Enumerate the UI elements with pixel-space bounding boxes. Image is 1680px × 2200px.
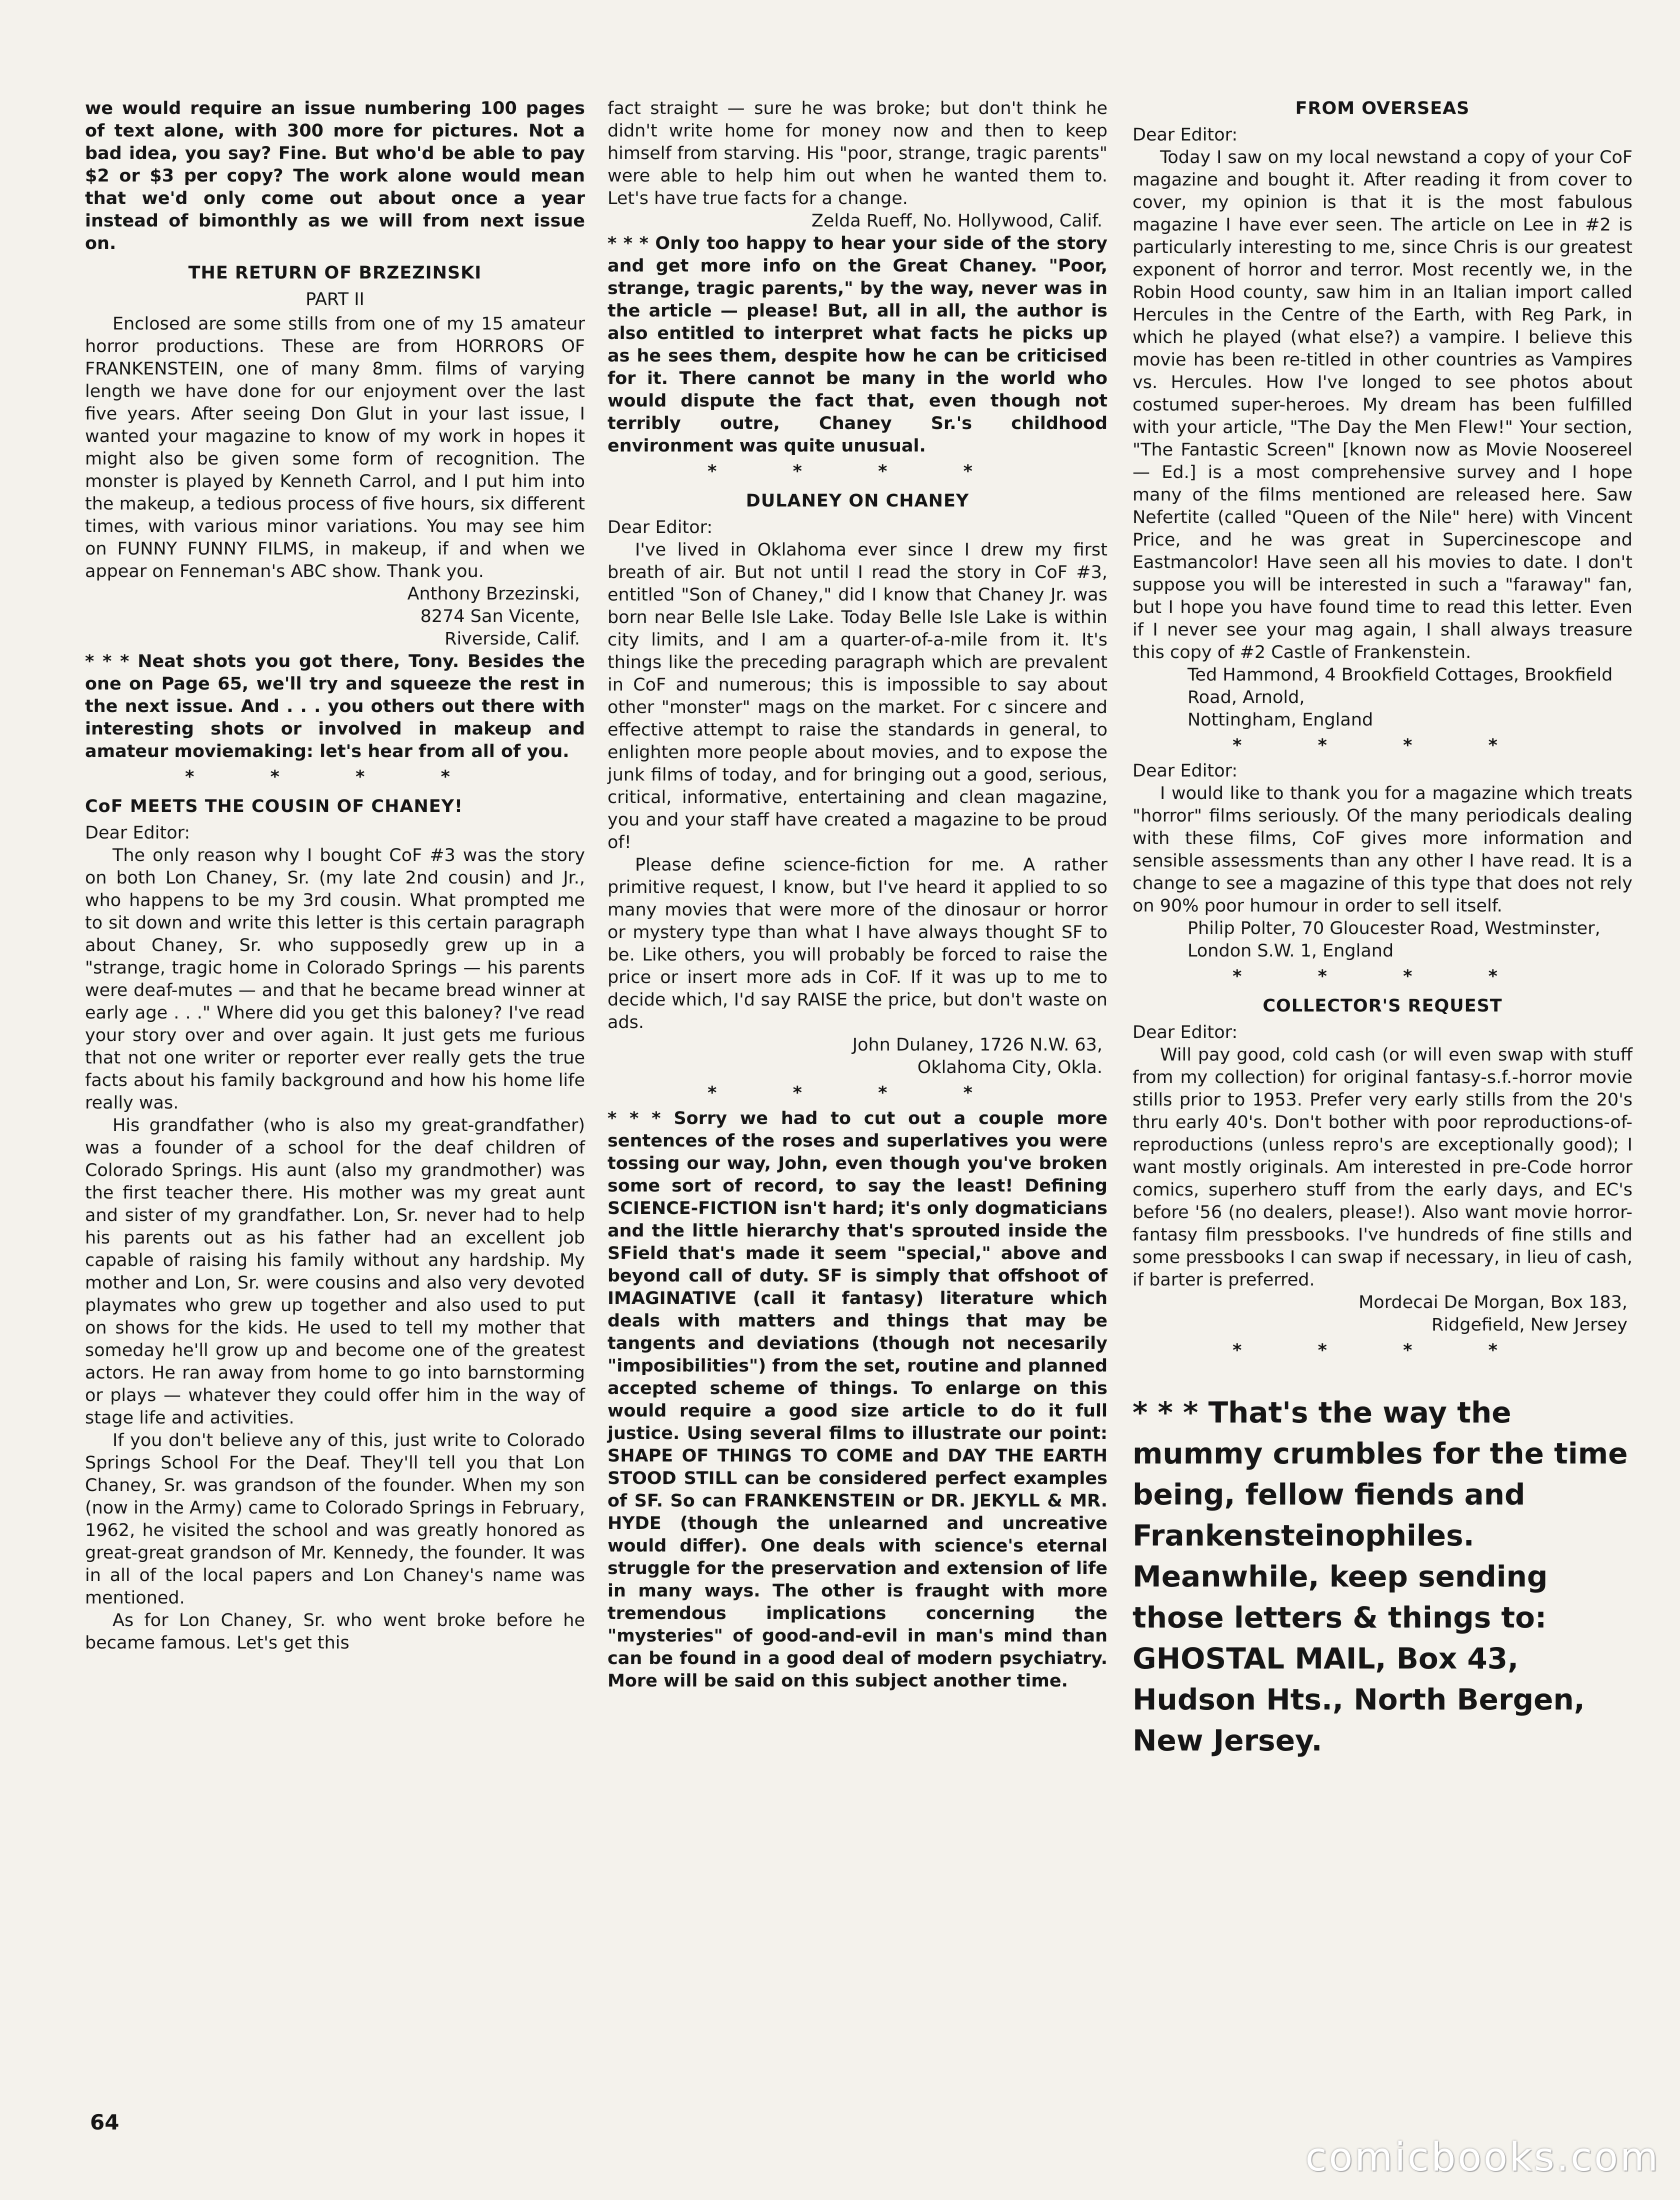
- letter-dulaney: I've lived in Oklahoma ever since I drew my first breath of air. But not until I read the story in CoF #3, entitled "Son of Chaney," did I know that Chaney Jr. was born near Belle Isle Lake. Today Belle Isle Lake is within city limits, and I am a quarter-of-a-mile from it. It's things like the preceding paragraph which are prevalent in CoF and numerous; this is impossible to say about other "monster" mags on the market. For c sincere and effective attempt to raise the standards in general, to enlighten more people about movies, and to expose the junk films of today, and for bringing out a good, serious, critical, informative, entertaining and clean magazine, you and your staff have created a magazine to be proud of! Please define science-fiction for me. A rather primitive request, I know, but I've heard it applied to so many movies that were more of the dinosaur or horror or mystery type than what I have always thought SF to be. Like others, you will probably be forced to raise the price or insert more ads in CoF. If it was up to me to decide which, I'd say RAISE the price, but don't waste on ads.: [608, 540, 1108, 1032]
- signature-brzezinski: Anthony Brzezinski, 8274 San Vicente, Riverside, Calif.: [407, 584, 580, 649]
- letter-de-morgan: Will pay good, cold cash (or will even swap with stuff from my collection) for original fantasy-s.f.-horror movie stills prior to 1953. Prefer very early stills from the 20's thru early 40's. Don't bother with poor reproductions-of-reproductions (unless repro's are exceptionally good); I want mostly originals. Am interested in pre-Code horror comics, superhero stuff from the early days, and EC's before '56 (no dealers, please!). Also want movie horror-fantasy film pressbooks. I've hundreds of fine stills and some pressbooks I can swap if necessary, in lieu of cash, if barter is preferred.: [1132, 1045, 1632, 1290]
- heading-dulaney-on-chaney: DULANEY ON CHANEY: [746, 491, 970, 511]
- salutation: Dear Editor:: [1132, 1022, 1238, 1042]
- separator-stars: * * * *: [1232, 736, 1532, 756]
- signature-polter: Philip Polter, 70 Gloucester Road, Westminster, London S.W. 1, England: [1188, 918, 1600, 961]
- separator-stars: * * * *: [708, 462, 1008, 482]
- separator-stars: * * * *: [1232, 1340, 1532, 1360]
- watermark-logo: comicbooks.com: [1305, 2135, 1660, 2180]
- editor-reply-dulaney: * * * Sorry we had to cut out a couple more sentences of the roses and superlatives you were tossing our way, John, even though you've broken some sort of record, to say the least! Defining SCIENCE-FICTION isn't hard; it's only dogmaticians and the little hierarchy that's sprouted inside the SField that's made it seem "special," above and beyond call of duty. SF is simply that offshoot of IMAGINATIVE (call it fantasy) literature which deals with matters and things that may be tangents and deviations (though not necesarily "imposibilities") from the set, routine and planned accepted scheme of things. To enlarge on this would require a good size article to do it full justice. Using several films to illustrate our point: SHAPE OF THINGS TO COME and DAY THE EARTH STOOD STILL can be considered perfect examples of SF. So can FRANKENSTEIN or DR. JEKYLL & MR. HYDE (though the unlearned and uncreative would differ). One deals with science's eternal struggle for the preservation and extension of life in many ways. The other is fraught with more tremendous implications concerning the "mysteries" of good-and-evil in man's mind than can be found in a good deal of modern psychiatry. More will be said on this subject another time.: [608, 1108, 1108, 1691]
- letter-polter: I would like to thank you for a magazine which treats "horror" films seriously. Of the many periodicals dealing with these films, CoF gives more information and sensible assessments than any other I have read. It is a change to see a magazine of this type that does not rely on 90% poor humour in order to sell itself.: [1132, 784, 1632, 916]
- salutation: Dear Editor:: [85, 823, 190, 843]
- separator-stars: * * * *: [185, 767, 485, 787]
- separator-stars: * * * *: [1232, 966, 1532, 986]
- signature-dulaney: John Dulaney, 1726 N.W. 63, Oklahoma City, Okla.: [852, 1035, 1102, 1078]
- letter-rueff-continued: fact straight — sure he was broke; but don't think he didn't write home for money now and then to keep himself from starving. His "poor, strange, tragic parents" were able to help him out when he wanted them to. Let's have true facts for a change.: [608, 98, 1108, 208]
- heading-collectors-request: COLLECTOR'S REQUEST: [1262, 996, 1502, 1016]
- signature-de-morgan: Mordecai De Morgan, Box 183, Ridgefield, New Jersey: [1358, 1292, 1628, 1335]
- subheading-part-ii: PART II: [306, 290, 364, 310]
- editor-reply-brzezinski: * * * Neat shots you got there, Tony. Besides the one on Page 65, we'll try and squeeze the rest in the next issue. And . . . you others out there with interesting shots or involved in makeup and amateur moviemaking: let's hear from all of you.: [85, 652, 585, 762]
- intro-reply: we would require an issue numbering 100 pages of text alone, with 300 more for pictures. Not a bad idea, you say? Fine. But who'd be able to pay $2 or $3 per copy? The work alone would mean that we'd only come out about once a year instead of bimonthly as we will from next issue on.: [85, 98, 585, 254]
- signature-rueff: Zelda Rueff, No. Hollywood, Calif.: [811, 211, 1102, 231]
- heading-return-of-brzezinski: THE RETURN OF BRZEZINSKI: [188, 263, 482, 283]
- heading-from-overseas: FROM OVERSEAS: [1295, 98, 1470, 118]
- editor-reply-rueff: * * * Only too happy to hear your side of the story and get more info on the Great Chaney. "Poor, strange, tragic parents," by the way, never was in the article — please! But, all in all, the author is also entitled to interpret what facts he picks up as he sees them, despite how he can be criticised for it. There cannot be many in the world who would dispute the fact that, even though not terribly outre, Chaney Sr.'s childhood environment was quite unusual.: [608, 234, 1108, 456]
- salutation: Dear Editor:: [1132, 761, 1238, 781]
- signature-hammond: Ted Hammond, 4 Brookfield Cottages, Brookfield Road, Arnold, Nottingham, England: [1188, 665, 1613, 730]
- closing-announcement: * * * That's the way the mummy crumbles for the time being, fellow fiends and Frankensteinophiles. Meanwhile, keep sending those letters & things to: GHOSTAL MAIL, Box 43, Hudson Hts., North Bergen, New Jersey.: [1132, 1396, 1628, 1758]
- separator-stars: * * * *: [708, 1083, 1008, 1103]
- salutation: Dear Editor:: [608, 518, 713, 538]
- salutation: Dear Editor:: [1132, 125, 1238, 145]
- letter-hammond: Today I saw on my local newstand a copy of your CoF magazine and bought it. After reading it from cover to cover, my opinion is that it is the most fabulous magazine I have ever seen. The article on Lee in #2 is particularly interesting to me, since Chris is our greatest exponent of horror and terror. Most recently we, in the Robin Hood county, saw him in an Italian import called Hercules in the Centre of the Earth, with Reg Park, in which he played (what else?) a vampire. I believe this movie has been re-titled in other countries as Vampires vs. Hercules. How I've longed to see photos about costumed super-heroes. My dream has been fulfilled with your article, "The Day the Men Flew!" Your section, "The Fantastic Screen" [known now as Movie Noosereel — Ed.] is a most comprehensive survey and I hope many of the films mentioned are released here. Saw Nefertite (called "Queen of the Nile" here) with Vincent Price, and he was great in Supercinescope and Eastmancolor! Have seen all his movies to date. I don't suppose you will be interested in such a "faraway" fan, but I hope you have found time to read this letter. Even if I never see your mag again, I shall always treasure this copy of #2 Castle of Frankenstein.: [1132, 148, 1632, 662]
- page-number: 64: [90, 2110, 120, 2134]
- letter-rueff: The only reason why I bought CoF #3 was the story on both Lon Chaney, Sr. (my late 2nd cousin) and Jr., who happens to be my 3rd cousin. What prompted me to sit down and write this letter is this certain paragraph about Chaney, Sr. who supposedly grew up in a "strange, tragic home in Colorado Springs — his parents were deaf-mutes — and that he became bread winner at early age . . ." Where did you get this baloney? I've read your story over and over again. It just gets me furious that not one writer or reporter ever really gets the true facts about his family background and how his home life really was. His grandfather (who is also my great-grandfather) was a founder of a school for the deaf children of Colorado Springs. His aunt (also my grandmother) was the first teacher there. His mother was my great aunt and sister of my grandfather. Lon, Sr. never had to help his parents out as his father had an excellent job capable of raising his family without any hardship. My mother and Lon, Sr. were cousins and also very devoted playmates who grew up together and also used to put on shows for the kids. He used to tell my mother that someday he'll grow up and become one of the greatest actors. He ran away from home to go into barnstorming or plays — whatever they could offer him in the way of stage life and activities. If you don't believe any of this, just write to Colorado Springs School For the Deaf. They'll tell you that Lon Chaney, Sr. was grandson of the founder. When my son (now in the Army) came to Colorado Springs in February, 1962, he visited the school and was greatly honored as great-great grandson of Mr. Kennedy, the founder. It was in all of the local papers and Lon Chaney's name was mentioned. As for Lon Chaney, Sr. who went broke before he became famous. Let's get this: [85, 846, 585, 1653]
- letter-brzezinski: Enclosed are some stills from one of my 15 amateur horror productions. These are from HORRORS OF FRANKENSTEIN, one of many 8mm. films of varying length we have done for our enjoyment over the last five years. After seeing Don Glut in your last issue, I wanted your magazine to know of my work in hopes it might also be given some form of recognition. The monster is played by Kenneth Carrol, and I put him into the makeup, a tedious process of five hours, six different times, with various minor variations. You may see him on FUNNY FUNNY FILMS, in makeup, if and when we appear on Fenneman's ABC show. Thank you.: [85, 314, 585, 582]
- column-3: [1132, 98, 1632, 1761]
- column-1: [85, 98, 585, 1654]
- heading-cof-meets-cousin: CoF MEETS THE COUSIN OF CHANEY!: [85, 796, 463, 816]
- column-2: [608, 98, 1108, 1692]
